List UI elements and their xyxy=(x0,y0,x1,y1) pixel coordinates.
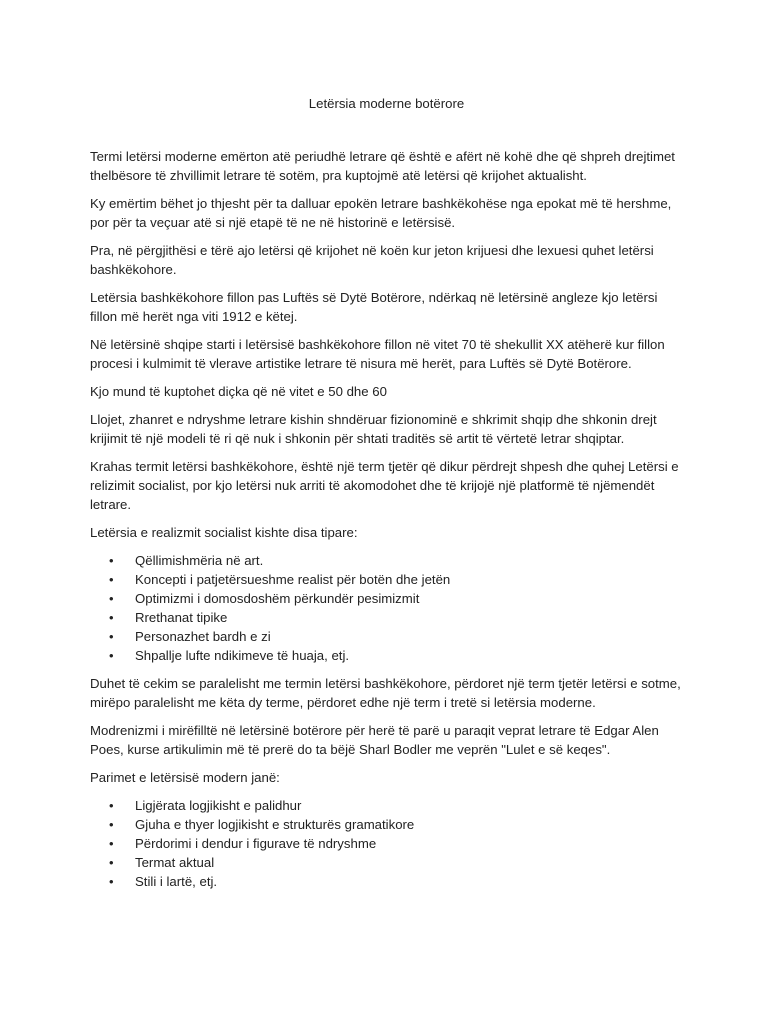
list-item: • Personazhet bardh e zi xyxy=(135,627,683,646)
list-item: • Stili i lartë, etj. xyxy=(135,872,683,891)
paragraph: Termi letërsi moderne emërton atë periudhë letrare që është e afërt në kohë dhe që shpreh drejtimet thelbësore të zhvillimit letrare të sotëm, pra kuptojmë atë letërsi që krijohet aktualisht. xyxy=(90,149,675,183)
list-item: • Përdorimi i dendur i figurave të ndryshme xyxy=(135,834,683,853)
paragraph: Ky emërtim bëhet jo thjesht për ta dalluar epokën letrare bashkëkohëse nga epokat më të hershme, por për ta veçuar atë si një etapë të ne në historinë e letërsisë. xyxy=(90,196,672,230)
paragraph: Llojet, zhanret e ndryshme letrare kishin shndëruar fizionominë e shkrimit shqip dhe shkonin drejt krijimit të një modeli të ri që nuk i shkonin për shtati traditës së artit të vërtetë letrar shqiptar. xyxy=(90,412,657,446)
list-item: • Shpallje lufte ndikimeve të huaja, etj. xyxy=(135,646,683,665)
paragraph: Pra, në përgjithësi e tërë ajo letërsi që krijohet në koën kur jeton krijuesi dhe lexuesi quhet letërsi bashkëkohore. xyxy=(90,243,654,277)
paragraph: Parimet e letërsisë modern janë: xyxy=(90,770,280,785)
paragraph: Modrenizmi i mirëfilltë në letërsinë botërore për herë të parë u paraqit veprat letrare të Edgar Alen Poes, kurse artikulimin më të prerë do ta bëjë Sharl Bodler me veprën "Lulet e së keqes". xyxy=(90,723,659,757)
list-item: • Termat aktual xyxy=(135,853,683,872)
list-item: • Qëllimishmëria në art. xyxy=(135,551,683,570)
paragraph: Kjo mund të kuptohet diçka që në vitet e 50 dhe 60 xyxy=(90,384,387,399)
list-item: • Optimizmi i domosdoshëm përkundër pesimizmit xyxy=(135,589,683,608)
list-item: • Gjuha e thyer logjikisht e strukturës gramatikore xyxy=(135,815,683,834)
list-item: • Ligjërata logjikisht e palidhur xyxy=(135,796,683,815)
list-item: • Rrethanat tipike xyxy=(135,608,683,627)
paragraph: Letërsia e realizmit socialist kishte disa tipare: xyxy=(90,525,358,540)
bullet-list-socialist-realism xyxy=(90,551,683,665)
paragraph: Duhet të cekim se paralelisht me termin letërsi bashkëkohore, përdoret një term tjetër letërsi e sotme, mirëpo paralelisht me këta dy terme, përdoret edhe një term i tretë si letërsia moderne. xyxy=(90,676,681,710)
paragraph: Krahas termit letërsi bashkëkohore, është një term tjetër që dikur përdrejt shpesh dhe quhej Letërsi e relizimit socialist, por kjo letërsi nuk arriti të akomodohet dhe të krijojë një platformë të njëmendët letrare. xyxy=(90,459,679,512)
list-item: • Koncepti i patjetërsueshme realist për botën dhe jetën xyxy=(135,570,683,589)
bullet-list-modern-principles xyxy=(90,796,683,891)
paragraph: Në letërsinë shqipe starti i letërsisë bashkëkohore fillon në vitet 70 të shekullit XX atëherë kur fillon procesi i kulmimit të vlerave artistike letrare të nisura më herët, para Luftës së Dytë Botërore. xyxy=(90,337,665,371)
paragraph: Letërsia bashkëkohore fillon pas Luftës së Dytë Botërore, ndërkaq në letërsinë angleze kjo letërsi fillon më herët nga viti 1912 e këtej. xyxy=(90,290,658,324)
document-title: Letërsia moderne botërore xyxy=(308,96,465,111)
